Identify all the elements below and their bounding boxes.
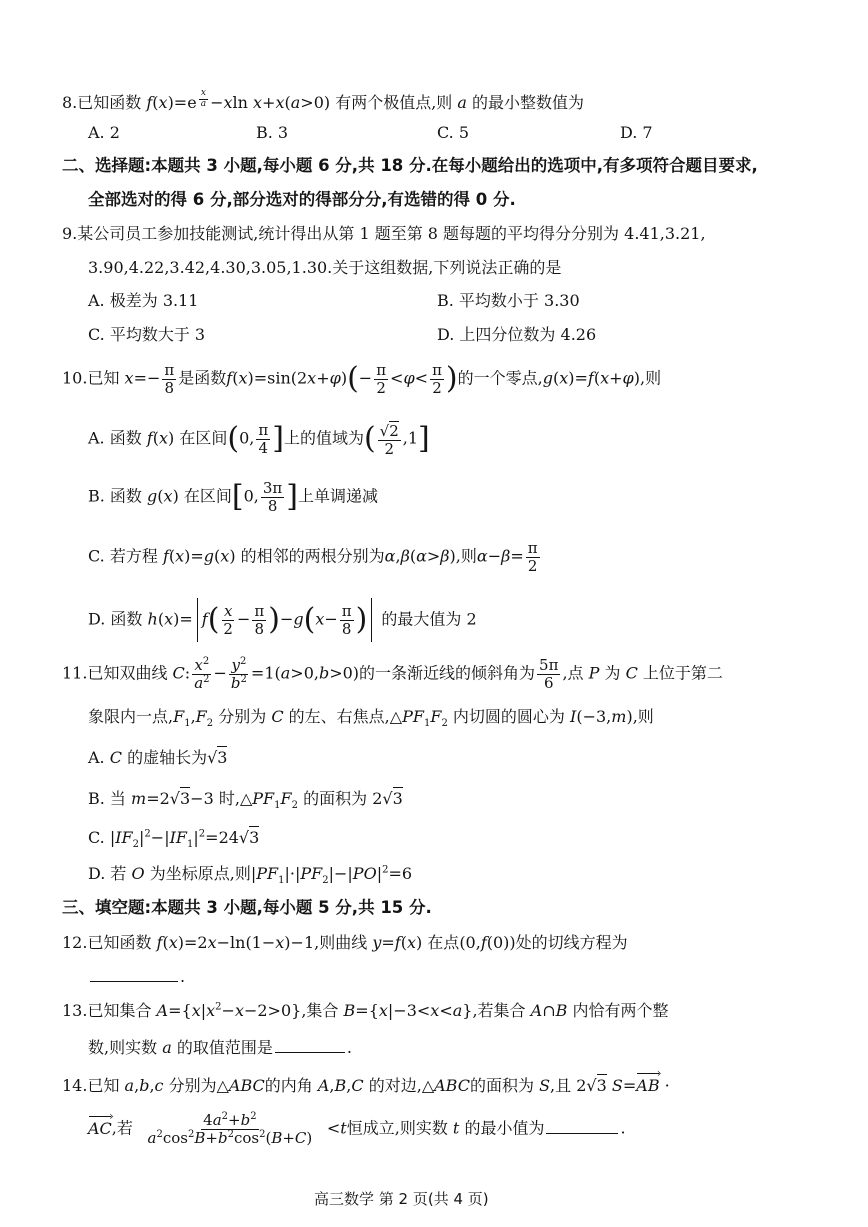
page-footer: 高三数学 第 2 页(共 4 页): [314, 1190, 489, 1208]
q10-b-text2: 在区间: [178, 486, 232, 506]
q9-option-b: B. 平均数小于 3.30: [437, 291, 580, 310]
q14-text-c: 的内角: [264, 1076, 318, 1095]
q11-b-text3: 的面积为: [298, 789, 373, 808]
q11-b-text1: B. 当: [88, 789, 132, 808]
q14-text-f: ,且: [550, 1076, 577, 1095]
q8-option-c: C. 5: [437, 123, 470, 142]
q11-line2b: 分别为: [213, 707, 272, 726]
q11-line2d: 内切圆的圆心为: [447, 707, 571, 726]
q10-option-a: A. 函数 f(x) 在区间(0, $\frac{\pi}{4}$ ]上的值域为( $\frac{√2}{2}$ ,1]: [88, 421, 430, 458]
q13-text-e: 数,则实数: [88, 1038, 163, 1057]
q10-c-text1: C. 若方程: [88, 546, 163, 566]
section-2-heading-line1: 二、选择题:本题共 3 小题,每小题 6 分,共 18 分.在每小题给出的选项中,有多项符合题目要求,: [62, 156, 758, 175]
q14-text-h: 恒成立,则实数: [346, 1118, 453, 1138]
q11-t2: ,点: [562, 663, 589, 683]
q12-line1: 12.已知函数 f(x)=2x−ln(1−x)−1,则曲线 y=f(x) 在点(0,f(0))处的切线方程为: [62, 933, 628, 952]
q8-stem-b: 有两个极值点,则: [330, 93, 458, 113]
q13-line2: 数,则实数 a 的取值范围是 .: [88, 1038, 352, 1057]
q12-text-d: 处的切线方程为: [515, 933, 628, 952]
q10-t3: ,则: [639, 368, 662, 388]
q10-c-text3: ,则: [455, 546, 477, 566]
q14-text-e: 的面积为: [469, 1076, 540, 1095]
q10-c-text2: 的相邻的两根分别为: [235, 546, 385, 566]
q11-stem-line2: 象限内一点$,F_1,F_2$ 分别为 C 的左、右焦点$,\triangle PF_1F_2$ 内切圆的圆心为 I(−3,m),则: [88, 707, 654, 730]
q11-option-c: C. $|IF_2|^2-|IF_1|^2=24√3$: [88, 828, 260, 851]
q11-a-text2: 的虚轴长为: [121, 748, 208, 767]
q11-line2a: 象限内一点,: [88, 707, 174, 726]
q13-line1: 13.已知集合 $A=\{x|x^2-x-2>0\}$,集合 B={x|−3<x<a},若集合 A∩B 内恰有两个整: [62, 1001, 669, 1020]
q13-text-d: 内恰有两个整: [567, 1001, 669, 1020]
q11-d-text1: D. 若: [88, 864, 132, 883]
q10-intro: 10.已知: [62, 368, 120, 388]
q14-answer-blank[interactable]: [546, 1133, 618, 1134]
section-3-heading: 三、填空题:本题共 3 小题,每小题 5 分,共 15 分.: [62, 898, 432, 917]
q11-d-text2: 为坐标原点,则: [144, 864, 251, 883]
q11-intro: 11.已知双曲线: [62, 663, 168, 683]
q10-option-c: C. 若方程 f(x)=g(x) 的相邻的两根分别为α,β(α>β),则α−β= $\frac{\pi}{2}$: [88, 539, 538, 575]
q8-option-b: B. 3: [256, 123, 289, 142]
q13-text-a: 13.已知集合: [62, 1001, 157, 1020]
q10-d-text2: 的最大值为 2: [376, 609, 477, 629]
q8-stem: 8.已知函数 f(x)=e $^{\frac{x}{a}}$ −xln x+x(a>0) 有两个极值点,则 a 的最小整数值为: [62, 88, 585, 113]
q10-b-text1: B. 函数: [88, 486, 148, 506]
q11-c-text1: C.: [88, 828, 110, 847]
q10-t2: 的一个零点,: [457, 368, 543, 388]
q14-text-d: 的对边,: [363, 1076, 422, 1095]
q13-text-b: ,集合: [301, 1001, 344, 1020]
q10-option-b: B. 函数 g(x) 在区间[0, $\frac{3\pi}{8}$ ]上单调递减: [88, 479, 379, 515]
q14-line1: 14.已知 a,b,c 分别为△ABC的内角 A,B,C 的对边,△ABC的面积为 S,且 2√3 S=AB › ·: [62, 1074, 670, 1095]
q11-t4: 上位于第二: [637, 663, 723, 683]
q10-a-text3: 上的值域为: [283, 428, 364, 448]
q10-option-d: D. 函数 h(x)= f( $\frac{x}{2}$ − $\frac{\pi}{8}$ )−g(x− $\frac{\pi}{8}$ ) 的最大值为 2: [88, 598, 477, 642]
q9-line1: 9.某公司员工参加技能测试,统计得出从第 1 题至第 8 题每题的平均得分分别为 4.41,3.21,: [62, 224, 706, 243]
q11-line2e: ,则: [632, 707, 654, 726]
q11-b-text2: 时,: [213, 789, 240, 808]
q9-option-c: C. 平均数大于 3: [88, 325, 206, 344]
q14-text-a: 14.已知: [62, 1076, 125, 1095]
section-2-heading-line2: 全部选对的得 6 分,部分选对的得部分分,有选错的得 0 分.: [88, 190, 516, 209]
q10-a-text1: A. 函数: [88, 428, 147, 448]
q12-text-a: 12.已知函数: [62, 933, 157, 952]
q11-option-b: B. 当 m=2√3−3 时$,\triangle PF_1F_2$ 的面积为 2√3: [88, 789, 403, 812]
q14-line2: AC ›,若 $\frac{4a^2+b^2}{a^2\cos^2B+b^2\cos^2(B+C)}$ <t恒成立,则实数 t 的最小值为 .: [88, 1112, 626, 1146]
q11-t3: 为: [599, 663, 626, 683]
q14-text-i: 的最小值为: [459, 1118, 545, 1138]
q8-var-a: a: [457, 93, 467, 113]
q9-line2: 3.90,4.22,3.42,4.30,3.05,1.30.关于这组数据,下列说法正确的是: [88, 258, 562, 277]
q11-a-text1: A.: [88, 748, 110, 767]
q9-option-a: A. 极差为 3.11: [88, 291, 199, 310]
q14-text-g: ,若: [111, 1118, 133, 1138]
q13-text-c: ,若集合: [472, 1001, 531, 1020]
q9-option-d: D. 上四分位数为 4.26: [437, 325, 597, 344]
q8-option-d: D. 7: [620, 123, 653, 142]
q10-a-text2: 在区间: [174, 428, 228, 448]
q13-answer-blank[interactable]: [275, 1052, 345, 1053]
q11-t1: 的一条渐近线的倾斜角为: [359, 663, 536, 683]
q8-stem-d: 的最小整数值为: [466, 93, 585, 113]
q12-text-b: ,则曲线: [314, 933, 373, 952]
q11-option-d: D. 若 O 为坐标原点,则$|PF_1|\cdot|PF_2|-|PO|^2=6$: [88, 864, 413, 887]
q8-option-a: A. 2: [88, 123, 120, 142]
q10-t1: 是函数: [178, 368, 227, 388]
q10-b-text3: 上单调递减: [298, 486, 379, 506]
q13-text-f: 的取值范围是: [171, 1038, 273, 1057]
q14-text-b: 分别为: [163, 1076, 217, 1095]
q11-option-a: A. C 的虚轴长为√3: [88, 748, 228, 767]
q10-d-text1: D. 函数: [88, 609, 148, 629]
q10-stem: 10.已知 x=− $\frac{\pi}{8}$ 是函数f(x)=sin(2x+φ)(− $\frac{\pi}{2}$ <φ< $\frac{\pi}{2}$ )的一个零点,g(x)=f(x+φ),则: [62, 361, 662, 397]
q11-stem-line1: 11.已知双曲线 C: $\frac{x^2}{a^2}$ − $\frac{y^2}{b^2}$ =1(a>0,b>0)的一条渐近线的倾斜角为 $\frac{5\pi}{6}$ ,点 P 为 C 上位于第二: [62, 656, 723, 692]
q8-stem-a: 8.已知函数: [62, 93, 147, 113]
q11-line2c: 的左、右焦点,: [283, 707, 390, 726]
q12-text-c: 在点: [422, 933, 460, 952]
q12-answer-blank[interactable]: .: [88, 967, 185, 986]
